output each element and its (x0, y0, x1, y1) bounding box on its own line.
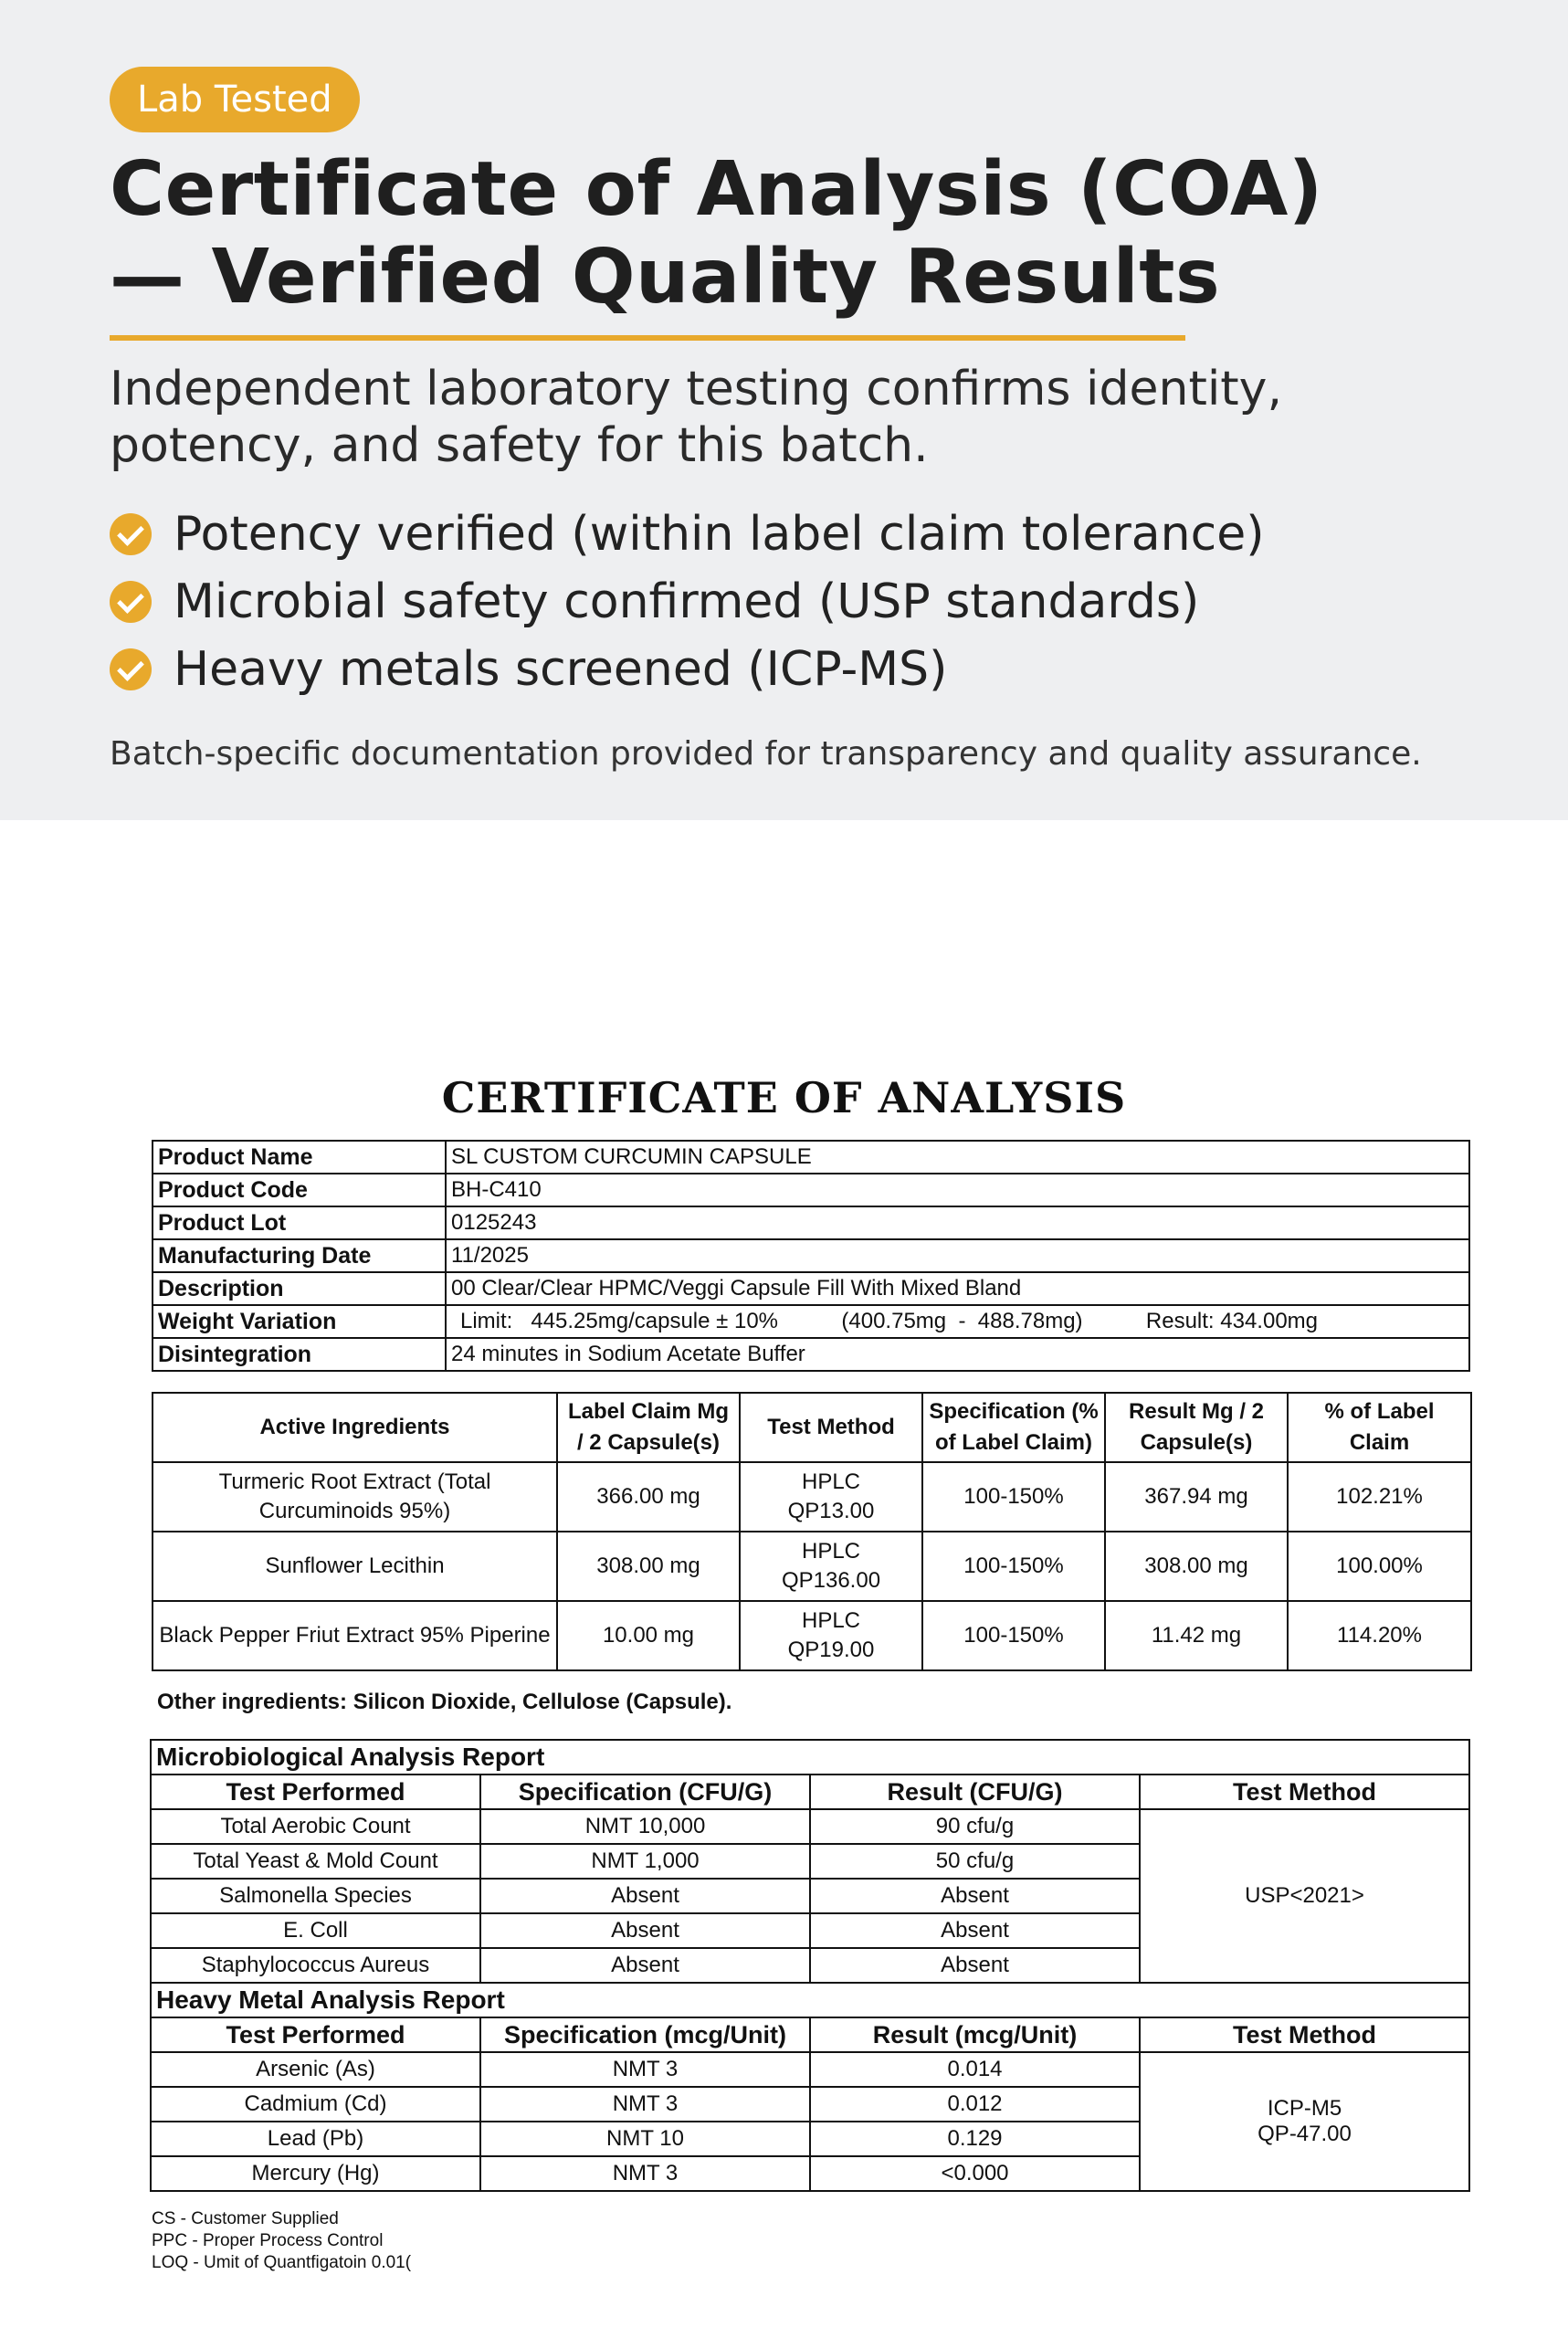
table-header-row (153, 1393, 1471, 1462)
result: 11.42 mg (1105, 1601, 1288, 1670)
micro-test-method: USP<2021> (1140, 1809, 1469, 1983)
column-header: Test Method (1140, 2017, 1469, 2052)
specification: Absent (480, 1879, 810, 1913)
column-header: Test Method (740, 1393, 922, 1462)
method-line: HPLC (801, 1539, 861, 1564)
table-header-row (151, 1775, 1469, 1809)
info-label: Manufacturing Date (153, 1239, 446, 1272)
specification: Absent (480, 1948, 810, 1983)
info-label: Product Name (153, 1141, 446, 1174)
weight-result: Result: 434.00mg (1145, 1309, 1318, 1333)
test-performed: Salmonella Species (151, 1879, 480, 1913)
specification: 100-150% (922, 1532, 1105, 1601)
benefit-item (110, 568, 1265, 636)
check-circle-icon (110, 581, 152, 623)
specification: Absent (480, 1913, 810, 1948)
table-row (153, 1601, 1471, 1670)
section-row (151, 1983, 1469, 2017)
weight-range: (400.75mg - 488.78mg) (841, 1309, 1083, 1333)
benefit-text: Heavy metals screened (ICP-MS) (174, 642, 948, 697)
info-label: Description (153, 1272, 446, 1305)
title-underline (110, 335, 1185, 341)
result: Absent (810, 1879, 1140, 1913)
other-ingredients: Other ingredients: Silicon Dioxide, Cellulose (Capsule). (157, 1690, 732, 1714)
method-line: QP-47.00 (1258, 2122, 1352, 2146)
info-label: Disintegration (153, 1338, 446, 1371)
column-header: % of Label Claim (1288, 1393, 1471, 1462)
info-value: SL CUSTOM CURCUMIN CAPSULE (446, 1141, 1469, 1174)
column-header: Active Ingredients (153, 1393, 557, 1462)
specification: NMT 3 (480, 2087, 810, 2122)
percent-label-claim: 114.20% (1288, 1601, 1471, 1670)
coa-document (0, 820, 1568, 2338)
benefit-text: Microbial safety confirmed (USP standards) (174, 574, 1200, 629)
subtitle-line-1: Independent laboratory testing confirms identity, (110, 362, 1282, 416)
check-circle-icon (110, 648, 152, 690)
table-header-row (151, 2017, 1469, 2052)
footnote: CS - Customer Supplied (152, 2209, 339, 2228)
info-value: 0125243 (446, 1206, 1469, 1239)
result: 0.014 (810, 2052, 1140, 2087)
title-line-2: — Verified Quality Results (110, 234, 1221, 321)
benefit-text: Potency verified (within label claim tolerance) (174, 507, 1265, 562)
benefit-list (110, 500, 1265, 703)
result: <0.000 (810, 2156, 1140, 2191)
test-performed: Arsenic (As) (151, 2052, 480, 2087)
specification: NMT 10,000 (480, 1809, 810, 1844)
specification: NMT 10 (480, 2122, 810, 2156)
footnote: PPC - Proper Process Control (152, 2231, 384, 2250)
column-header: Result (CFU/G) (810, 1775, 1140, 1809)
documentation-note: Batch-specific documentation provided for transparency and quality assurance. (110, 735, 1422, 773)
column-header: Specification (% of Label Claim) (922, 1393, 1105, 1462)
specification: NMT 3 (480, 2156, 810, 2191)
table-row (151, 2052, 1469, 2087)
weight-limit: Limit: 445.25mg/capsule ± 10% (460, 1309, 779, 1333)
method-line: HPLC (801, 1608, 861, 1633)
info-value: 00 Clear/Clear HPMC/Veggi Capsule Fill With Mixed Bland (446, 1272, 1469, 1305)
result: 367.94 mg (1105, 1462, 1288, 1532)
table-row (153, 1206, 1469, 1239)
footnotes (152, 2208, 411, 2274)
method-line: QP19.00 (787, 1638, 875, 1662)
subtitle-line-2: potency, and safety for this batch. (110, 418, 929, 473)
column-header: Result (mcg/Unit) (810, 2017, 1140, 2052)
specification: NMT 1,000 (480, 1844, 810, 1879)
test-performed: Mercury (Hg) (151, 2156, 480, 2191)
info-label: Product Code (153, 1174, 446, 1206)
test-performed: E. Coll (151, 1913, 480, 1948)
analysis-report-table (150, 1739, 1470, 2192)
table-row (151, 1809, 1469, 1844)
label-claim: 308.00 mg (557, 1532, 740, 1601)
result: Absent (810, 1948, 1140, 1983)
table-row (153, 1174, 1469, 1206)
table-row (153, 1338, 1469, 1371)
page-title (110, 146, 1516, 321)
ingredient-name: Turmeric Root Extract (Total Curcuminoids 95%) (153, 1462, 557, 1532)
table-row (153, 1532, 1471, 1601)
info-value: BH-C410 (446, 1174, 1469, 1206)
method-line: QP136.00 (781, 1568, 881, 1593)
info-label: Product Lot (153, 1206, 446, 1239)
specification: 100-150% (922, 1462, 1105, 1532)
coa-title: CERTIFICATE OF ANALYSIS (441, 1073, 1127, 1122)
table-row (153, 1305, 1469, 1338)
specification: NMT 3 (480, 2052, 810, 2087)
weight-variation-cell (446, 1305, 1469, 1338)
hero-section (0, 0, 1568, 820)
result: Absent (810, 1913, 1140, 1948)
table-row (153, 1272, 1469, 1305)
column-header: Result Mg / 2 Capsule(s) (1105, 1393, 1288, 1462)
percent-label-claim: 102.21% (1288, 1462, 1471, 1532)
check-circle-icon (110, 513, 152, 555)
test-method (740, 1532, 922, 1601)
label-claim: 366.00 mg (557, 1462, 740, 1532)
subtitle (110, 361, 1461, 474)
percent-label-claim: 100.00% (1288, 1532, 1471, 1601)
info-value: 11/2025 (446, 1239, 1469, 1272)
micro-section-title: Microbiological Analysis Report (151, 1740, 1469, 1775)
ingredient-name: Black Pepper Friut Extract 95% Piperine (153, 1601, 557, 1670)
specification: 100-150% (922, 1601, 1105, 1670)
table-row (153, 1239, 1469, 1272)
table-row (153, 1141, 1469, 1174)
test-method (740, 1601, 922, 1670)
column-header: Test Performed (151, 2017, 480, 2052)
ingredient-name: Sunflower Lecithin (153, 1532, 557, 1601)
table-row (153, 1462, 1471, 1532)
result: 50 cfu/g (810, 1844, 1140, 1879)
label-claim: 10.00 mg (557, 1601, 740, 1670)
section-row (151, 1740, 1469, 1775)
test-performed: Staphylococcus Aureus (151, 1948, 480, 1983)
test-performed: Total Yeast & Mold Count (151, 1844, 480, 1879)
metal-test-method (1140, 2052, 1469, 2191)
benefit-item (110, 636, 1265, 703)
product-info-table (152, 1140, 1470, 1372)
test-method (740, 1462, 922, 1532)
result: 0.129 (810, 2122, 1140, 2156)
footnote: LOQ - Umit of Quantfigatoin 0.01( (152, 2253, 412, 2272)
column-header: Label Claim Mg / 2 Capsule(s) (557, 1393, 740, 1462)
test-performed: Lead (Pb) (151, 2122, 480, 2156)
title-line-1: Certificate of Analysis (COA) (110, 146, 1323, 233)
lab-tested-badge: Lab Tested (110, 67, 360, 132)
method-line: HPLC (801, 1469, 861, 1494)
column-header: Specification (mcg/Unit) (480, 2017, 810, 2052)
test-performed: Cadmium (Cd) (151, 2087, 480, 2122)
column-header: Test Method (1140, 1775, 1469, 1809)
column-header: Test Performed (151, 1775, 480, 1809)
benefit-item (110, 500, 1265, 568)
method-line: ICP-M5 (1267, 2096, 1342, 2121)
metal-section-title: Heavy Metal Analysis Report (151, 1983, 1469, 2017)
method-line: QP13.00 (787, 1499, 875, 1523)
column-header: Specification (CFU/G) (480, 1775, 810, 1809)
info-value: 24 minutes in Sodium Acetate Buffer (446, 1338, 1469, 1371)
info-label: Weight Variation (153, 1305, 446, 1338)
result: 90 cfu/g (810, 1809, 1140, 1844)
result: 308.00 mg (1105, 1532, 1288, 1601)
test-performed: Total Aerobic Count (151, 1809, 480, 1844)
result: 0.012 (810, 2087, 1140, 2122)
active-ingredients-table (152, 1392, 1472, 1671)
